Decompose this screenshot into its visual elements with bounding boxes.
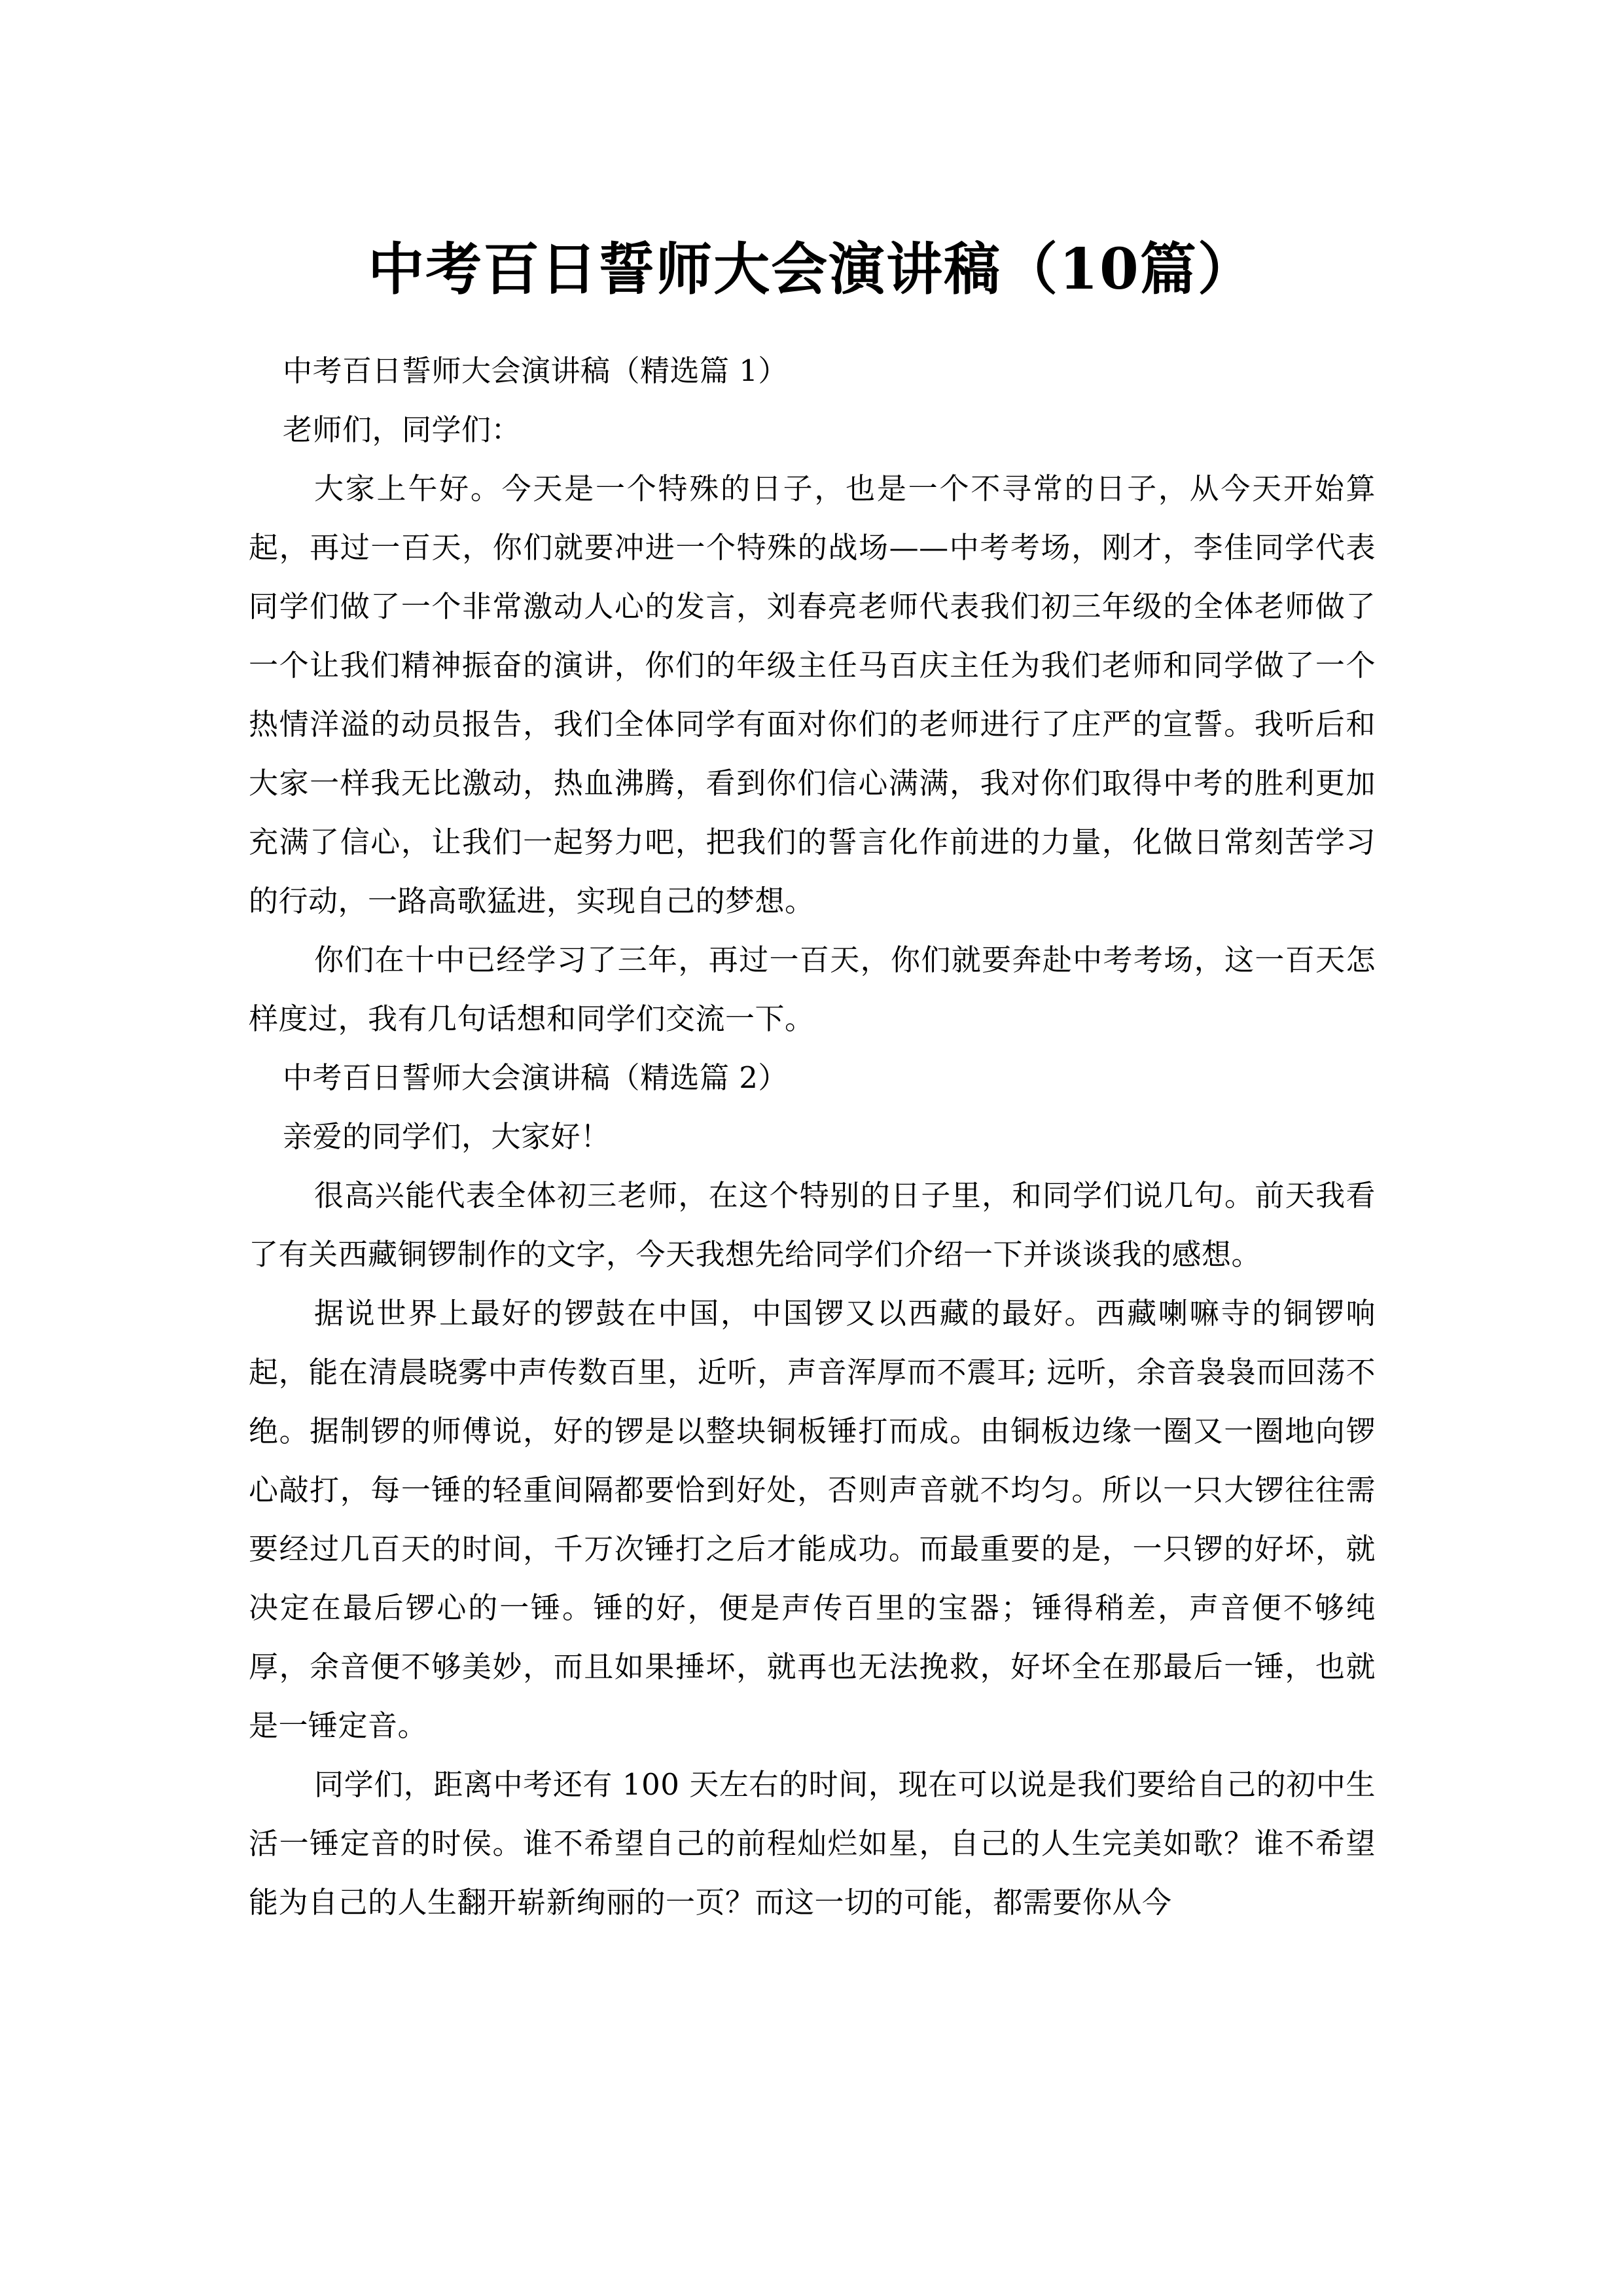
- page-title: 中考百日誓师大会演讲稿（10篇）: [368, 236, 1255, 302]
- document-body: [249, 342, 1376, 1932]
- section-salutation-2: 亲爱的同学们，大家好！: [283, 1119, 611, 1154]
- section-1-paragraph-1: 大家上午好。今天是一个特殊的日子，也是一个不寻常的日子，从今天开始算起，再过一百天，你们就要冲进一个特殊的战场——中考考场，刚才，李佳同学代表同学们做了一个非常激动人心的发言，刘春亮老师代表我们初三年级的全体老师做了一个让我们精神振奋的演讲，你们的年级主任马百庆主任为我们老师和同学做了一个热情洋溢的动员报告，我们全体同学有面对你们的老师进行了庄严的宣誓。我听后和大家一样我无比激动，热血沸腾，看到你们信心满满，我对你们取得中考的胜利更加充满了信心，让我们一起努力吧，把我们的誓言化作前进的力量，化做日常刻苦学习的行动，一路高歌猛进，实现自己的梦想。: [249, 471, 1376, 918]
- section-2-paragraph-1: 很高兴能代表全体初三老师，在这个特别的日子里，和同学们说几句。前天我看了有关西藏铜锣制作的文字，今天我想先给同学们介绍一下并谈谈我的感想。: [249, 1178, 1376, 1272]
- section-2-paragraph-3: 同学们，距离中考还有 100 天左右的时间，现在可以说是我们要给自己的初中生活一锤定音的时侯。谁不希望自己的前程灿烂如星，自己的人生完美如歌？谁不希望能为自己的人生翻开崭新绚丽的一页？而这一切的可能，都需要你从今: [249, 1767, 1376, 1920]
- section-2-paragraph-2: 据说世界上最好的锣鼓在中国，中国锣又以西藏的最好。西藏喇嘛寺的铜锣响起，能在清晨晓雾中声传数百里，近听，声音浑厚而不震耳; 远听，余音袅袅而回荡不绝。据制锣的师傅说，好的锣是以整块铜板锤打而成。由铜板边缘一圈又一圈地向锣心敲打，每一锤的轻重间隔都要恰到好处，否则声音就不均匀。所以一只大锣往往需要经过几百天的时间，千万次锤打之后才能成功。而最重要的是，一只锣的好坏，就决定在最后锣心的一锤。锤的好，便是声传百里的宝器；锤得稍差，声音便不够纯厚，余音便不够美妙，而且如果捶坏，就再也无法挽救，好坏全在那最后一锤，也就是一锤定音。: [249, 1296, 1376, 1743]
- section-1-paragraph-2: 你们在十中已经学习了三年，再过一百天，你们就要奔赴中考考场，这一百天怎样度过，我有几句话想和同学们交流一下。: [249, 942, 1376, 1036]
- section-heading-1: 中考百日誓师大会演讲稿（精选篇 1）: [283, 353, 788, 388]
- section-heading-2: 中考百日誓师大会演讲稿（精选篇 2）: [283, 1060, 788, 1095]
- section-salutation-1: 老师们，同学们：: [283, 412, 522, 447]
